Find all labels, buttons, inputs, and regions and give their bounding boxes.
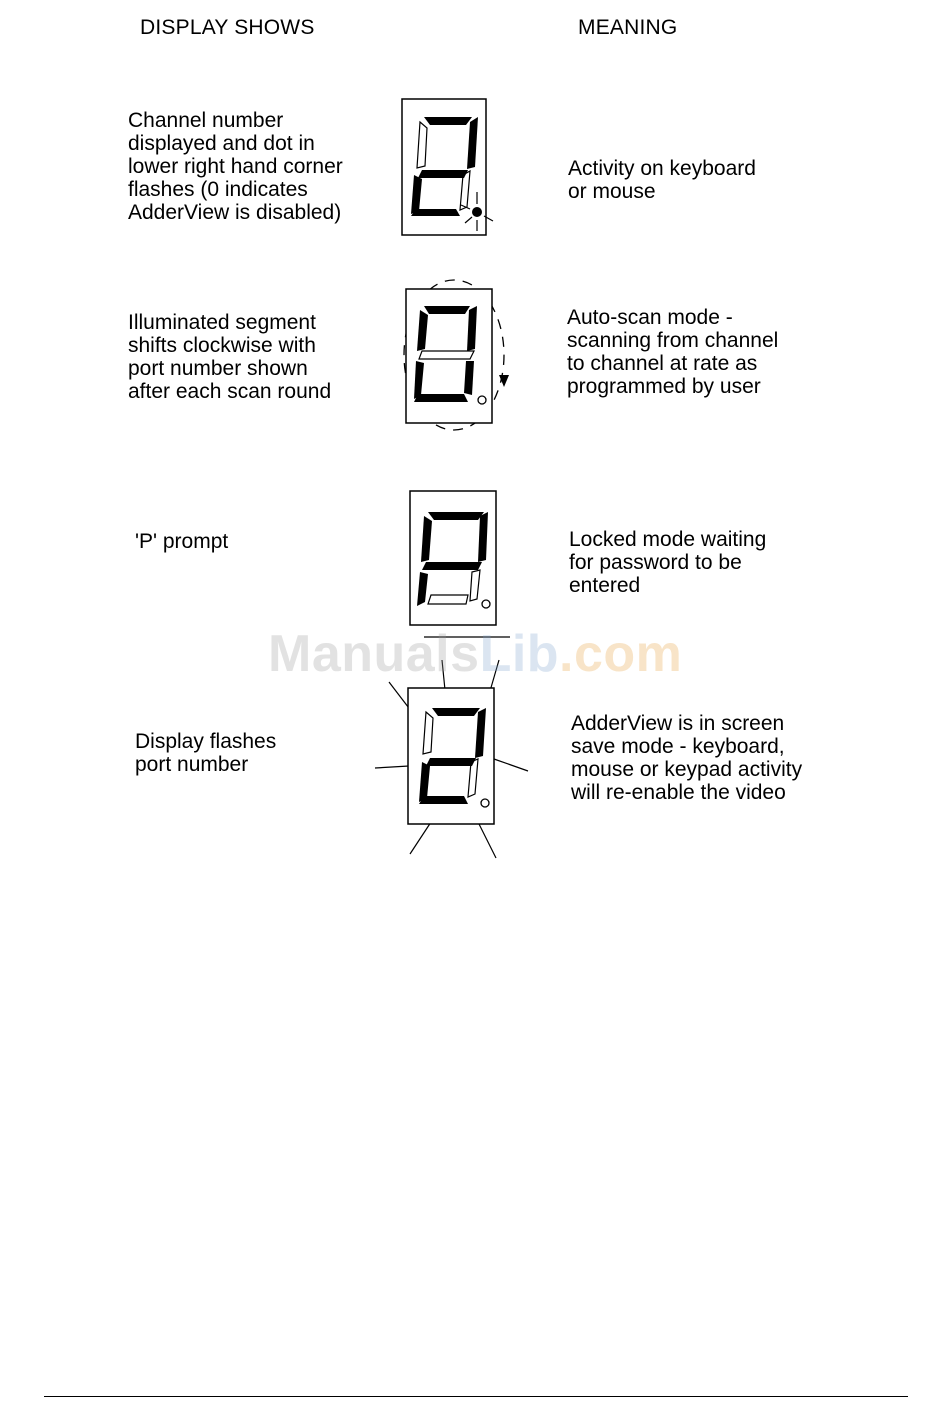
row-4-meaning: AdderView is in screen save mode - keyboard, mouse or keypad activity will re-enable the video: [571, 712, 803, 804]
seven-segment-display-auto-scan: [388, 275, 520, 437]
row-1-meaning: Activity on keyboard or mouse: [568, 157, 756, 203]
seven-segment-display-p-prompt: [404, 486, 504, 631]
row-4-description: Display flashes port number: [135, 730, 277, 776]
row-3-description: 'P' prompt: [135, 530, 229, 553]
row-2-description: Illuminated segment shifts clockwise with port number shown after each scan round: [128, 311, 332, 403]
row-3-meaning: Locked mode waiting for password to be entered: [569, 528, 767, 597]
manualslib-watermark: ManualsLib.com: [268, 625, 683, 683]
row-2-meaning: Auto-scan mode - scanning from channel to channel at rate as programmed by user: [567, 306, 779, 398]
header-display-shows: DISPLAY SHOWS: [140, 16, 315, 39]
footer-rule: [44, 1396, 908, 1397]
header-meaning: MEANING: [578, 16, 678, 39]
row-1-description: Channel number displayed and dot in lower right hand corner flashes (0 indicates AdderView is disabled): [128, 109, 343, 224]
seven-segment-display-dot-flashing: [396, 95, 506, 240]
